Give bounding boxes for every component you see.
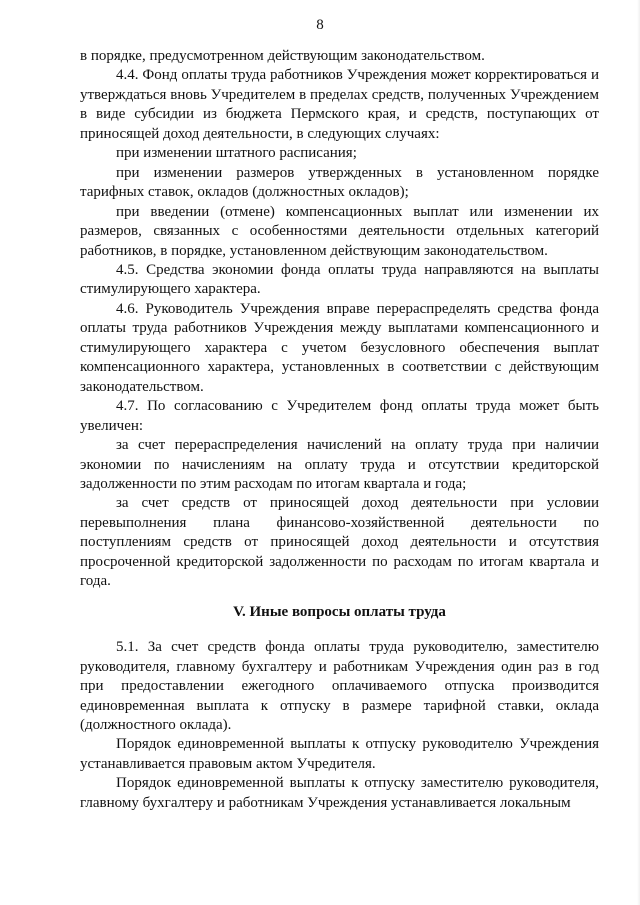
document-body — [80, 47, 599, 813]
list-item-tariff-rates: при изменении размеров утвержденных в установленном порядке тарифных ставок, окладов (должностных окладов); — [80, 164, 599, 201]
paragraph-4-7: 4.7. По согласованию с Учредителем фонд оплаты труда может быть увеличен: — [80, 398, 599, 434]
paragraph-4-6: 4.6. Руководитель Учреждения вправе перераспределять средства фонда оплаты труда работников Учреждения между выплатами компенсационного и стимулирующего характера с учетом безусловного обеспечения выплат компенсационного характера, установленных в соответствии с действующим законодательством. — [80, 300, 599, 395]
list-item-income-activity: за счет средств от приносящей доход деятельности при условии перевыполнения плана финансово-хозяйственной деятельности по поступлениям средств от приносящей доход деятельности и отсутствия просроченной кредиторской задолженности по расходам по итогам квартала и года. — [80, 495, 599, 590]
paragraph-staff-vacation-payment: Порядок единовременной выплаты к отпуску заместителю руководителя, главному бухгалтеру и работникам Учреждения устанавливается локальным — [80, 775, 599, 811]
page-number: 8 — [316, 17, 324, 33]
list-item-compensation-payments: при введении (отмене) компенсационных выплат или изменении их размеров, связанных с особенностями деятельности отдельных категорий работников, в порядке, установленном действующим законодательством. — [80, 203, 599, 259]
section-heading: V. Иные вопросы оплаты труда — [233, 603, 446, 620]
paragraph-continuation: в порядке, предусмотренном действующим законодательством. — [80, 48, 485, 64]
list-item-staffing: при изменении штатного расписания; — [116, 145, 357, 162]
list-item-redistribution: за счет перераспределения начислений на оплату труда при наличии экономии по начислениям на оплату труда и отсутствии кредиторской задолженности по этим расходам по итогам квартала и года; — [80, 437, 599, 492]
paragraph-4-4: 4.4. Фонд оплаты труда работников Учреждения может корректироваться и утверждаться вновь Учредителем в пределах средств, полученных Учреждением в виде субсидии из бюджета Пермского края, и средств, поступающих от приносящей доход деятельности, в следующих случаях: — [80, 67, 599, 142]
paragraph-4-5: 4.5. Средства экономии фонда оплаты труда направляются на выплаты стимулирующего характера. — [80, 261, 599, 298]
paragraph-5-1: 5.1. За счет средств фонда оплаты труда руководителю, заместителю руководителя, главному бухгалтеру и работникам Учреждения один раз в год при предоставлении ежегодного оплачиваемого отпуска производится единовременная выплата к отпуску в размере тарифной ставки, оклада (должностного оклада). — [80, 639, 599, 733]
paragraph-head-vacation-payment: Порядок единовременной выплаты к отпуску руководителю Учреждения устанавливается правовым актом Учредителя. — [80, 736, 599, 772]
